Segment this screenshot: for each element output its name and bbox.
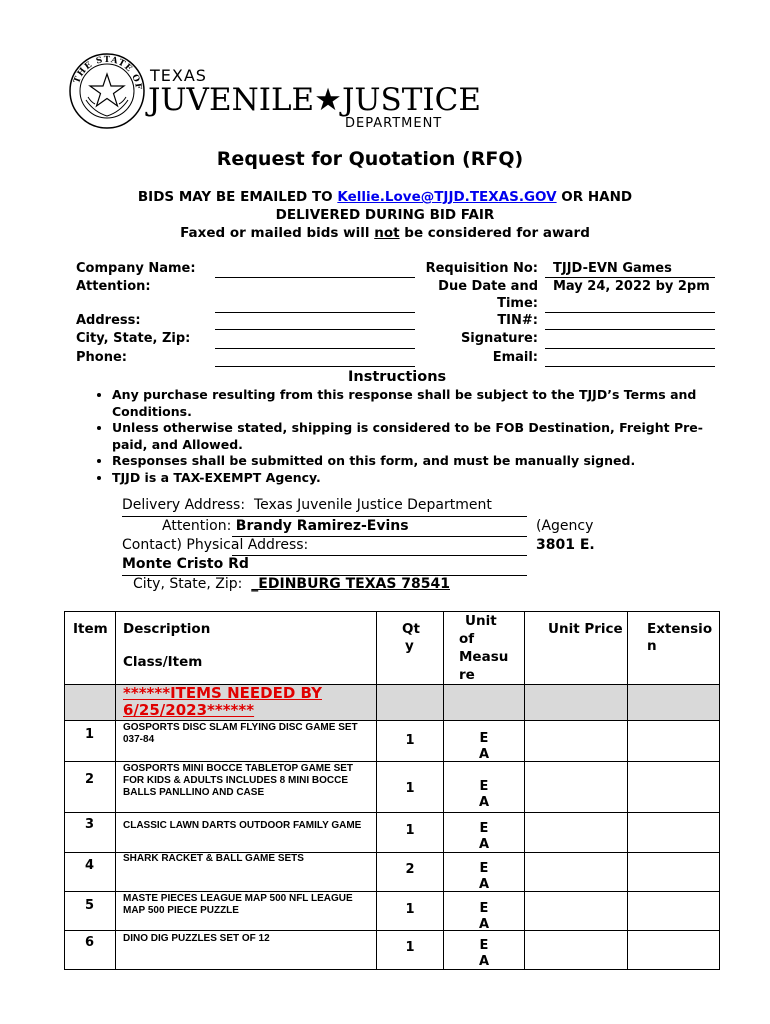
delivery-contact-line	[232, 555, 527, 556]
attention-label: Attention:	[76, 279, 151, 294]
items-needed-banner-2: 6/25/2023******	[123, 701, 255, 719]
signature-field[interactable]	[545, 348, 715, 349]
row-6-qty: 1	[405, 940, 415, 955]
header-unit-3: Measu	[459, 649, 509, 665]
row-6-unit: E A	[478, 938, 490, 969]
company-name-field[interactable]	[215, 277, 415, 278]
email-link[interactable]: Kellie.Love@TJJD.TEXAS.GOV	[337, 189, 557, 205]
delivery-attention: Attention: Brandy Ramirez-Evins	[162, 518, 409, 534]
due-date-field	[545, 312, 715, 313]
delivery-street-number: 3801 E.	[536, 537, 595, 553]
row-4-unit: E A	[478, 861, 490, 892]
items-needed-banner-1: ******ITEMS NEEDED BY	[123, 684, 322, 702]
delivery-city-state-zip: City, State, Zip: _EDINBURG TEXAS 78541	[133, 576, 450, 592]
address-field[interactable]	[215, 329, 415, 330]
email-label: Email:	[492, 350, 538, 365]
logo-department: DEPARTMENT	[345, 116, 443, 131]
header-class-item: Class/Item	[123, 654, 203, 670]
row-6-description: DINO DIG PUZZLES SET OF 12	[123, 933, 270, 944]
notice-line-1: BIDS MAY BE EMAILED TO Kellie.Love@TJJD.TEXAS.GOV OR HAND	[137, 189, 633, 205]
delivery-agency: (Agency	[536, 518, 594, 534]
logo-texas: TEXAS	[150, 66, 207, 85]
requisition-label: Requisition No:	[425, 261, 538, 276]
header-unit-2: of	[459, 631, 475, 647]
row-2-unit-price-cell[interactable]	[525, 762, 627, 812]
row-1-description: GOSPORTS DISC SLAM FLYING DISC GAME SET 037-84	[123, 722, 358, 745]
email-field[interactable]	[545, 366, 715, 367]
header-unit-4: re	[459, 667, 475, 683]
attention-field[interactable]	[215, 312, 415, 313]
city-state-zip-label: City, State, Zip:	[76, 331, 191, 346]
row-3-unit-price-cell[interactable]	[525, 813, 627, 852]
row-1-unit-price-cell[interactable]	[525, 721, 627, 761]
row-2-extension-cell[interactable]	[628, 762, 719, 812]
row-5-description: MASTE PIECES LEAGUE MAP 500 NFL LEAGUE MAP 500 PIECE PUZZLE	[123, 893, 353, 916]
row-1-qty: 1	[405, 733, 415, 748]
instruction-item: • Responses shall be submitted on this form, and must be manually signed.	[112, 453, 728, 470]
logo-juvenile-justice: JUVENILE★JUSTICE	[148, 82, 482, 118]
phone-field[interactable]	[215, 366, 415, 367]
due-date-label: Due Date and	[438, 279, 538, 294]
row-1-extension-cell[interactable]	[628, 721, 719, 761]
requisition-value: TJJD-EVN Games	[553, 261, 672, 276]
row-3-item: 3	[84, 817, 95, 832]
due-time-label: Time:	[497, 296, 538, 311]
row-4-item: 4	[84, 858, 95, 873]
page-title: Request for Quotation (RFQ)	[216, 148, 524, 170]
row-5-extension-cell[interactable]	[628, 892, 719, 930]
delivery-contact-label: Contact) Physical Address:	[122, 537, 309, 553]
row-1-item: 1	[84, 727, 95, 742]
row-4-extension-cell[interactable]	[628, 853, 719, 891]
svg-text:THE STATE OF TEXAS: THE STATE OF	[72, 54, 144, 91]
requisition-field	[545, 277, 715, 278]
header-unit-price: Unit Price	[548, 621, 623, 637]
header-unit-1: Unit	[465, 613, 497, 629]
notice-line-2: DELIVERED DURING BID FAIR	[275, 207, 495, 223]
header-item: Item	[73, 621, 108, 637]
instruction-item: • Unless otherwise stated, shipping is considered to be FOB Destination, Freight Pre-paid, and Allowed.	[112, 420, 728, 453]
row-3-qty: 1	[405, 823, 415, 838]
row-3-unit: E A	[478, 821, 490, 852]
header-qty-2: y	[405, 638, 414, 654]
row-4-qty: 2	[405, 862, 415, 877]
delivery-address-line	[122, 516, 527, 517]
row-3-description: CLASSIC LAWN DARTS OUTDOOR FAMILY GAME	[123, 820, 362, 831]
delivery-address: Delivery Address: Texas Juvenile Justice Department	[122, 497, 492, 513]
company-name-label: Company Name:	[76, 261, 196, 276]
row-5-qty: 1	[405, 902, 415, 917]
city-state-zip-field[interactable]	[215, 348, 415, 349]
row-2-unit: E A	[478, 779, 490, 810]
row-1-unit: E A	[478, 731, 490, 762]
delivery-street: Monte Cristo Rd	[122, 556, 249, 572]
col-divider	[115, 611, 116, 970]
row-6-item: 6	[84, 935, 95, 950]
instructions-heading: Instructions	[348, 369, 447, 385]
instructions-list	[88, 387, 728, 486]
texas-state-seal	[68, 52, 146, 130]
row-4-description: SHARK RACKET & BALL GAME SETS	[123, 853, 304, 864]
instruction-item: • Any purchase resulting from this response shall be subject to the TJJD’s Terms and Conditions.	[112, 387, 728, 420]
row-5-unit: E A	[478, 901, 490, 932]
row-2-item: 2	[84, 772, 95, 787]
header-qty-1: Qt	[402, 621, 420, 637]
row-5-unit-price-cell[interactable]	[525, 892, 627, 930]
tin-label: TIN#:	[497, 313, 538, 328]
header-extension-1: Extensio	[647, 621, 713, 637]
phone-label: Phone:	[76, 350, 127, 365]
row-6-extension-cell[interactable]	[628, 931, 719, 969]
signature-label: Signature:	[460, 331, 538, 346]
row-6-unit-price-cell[interactable]	[525, 931, 627, 969]
row-5-item: 5	[84, 898, 95, 913]
address-label: Address:	[76, 313, 141, 328]
row-2-qty: 1	[405, 781, 415, 796]
due-date-value: May 24, 2022 by 2pm	[553, 279, 710, 294]
row-3-extension-cell[interactable]	[628, 813, 719, 852]
header-extension-2: n	[647, 638, 657, 654]
row-2-description: GOSPORTS MINI BOCCE TABLETOP GAME SET FOR KIDS & ADULTS INCLUDES 8 MINI BOCCE BALLS PANLLINO AND CASE	[123, 763, 354, 798]
header-description: Description	[123, 621, 211, 637]
tin-field[interactable]	[545, 329, 715, 330]
notice-line-3: Faxed or mailed bids will not be considered for award	[180, 225, 590, 241]
instruction-item: • TJJD is a TAX-EXEMPT Agency.	[112, 470, 728, 487]
row-4-unit-price-cell[interactable]	[525, 853, 627, 891]
